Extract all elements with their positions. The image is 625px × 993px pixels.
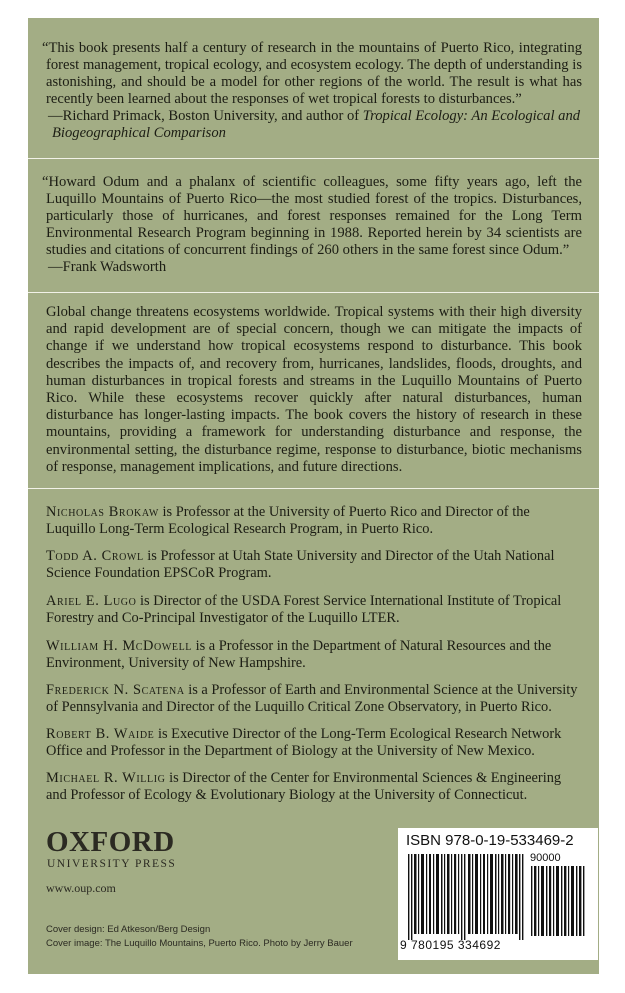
author-name: Michael R. Willig (46, 770, 166, 786)
publisher-subname: UNIVERSITY PRESS (47, 858, 177, 870)
author-bio-text: is a Professor in the Department of Natural Resources and the Environment, University of New Hampshire. (46, 638, 552, 671)
author-bio (46, 548, 582, 582)
quote-1-book-title: Tropical Ecology: An Ecological and Biogeographical Comparison (52, 108, 581, 141)
publisher-logo: OXFORD (46, 826, 175, 858)
divider-3 (28, 488, 599, 489)
author-bio-text: is Professor at the University of Puerto Rico and Director of the Luquillo Long-Term Ecological Research Program, in Puerto Rico. (46, 504, 530, 537)
book-description (46, 304, 582, 476)
endorsement-quote-2 (42, 174, 582, 276)
author-bio (46, 593, 582, 627)
description-text: Global change threatens ecosystems worldwide. Tropical systems with their high diversity and rapid development are of special concern, though we can mitigate the impacts of change if we understand how tropical ecosystems respond to disturbance. This book describes the impacts of, and recovery from, hurricanes, landslides, floods, droughts, and human disturbances in tropical forests and streams in the Luquillo Mountains of Puerto Rico. While these ecosystems recover quickly after natural disturbances, human disturbance has longer-lasting impacts. The book covers the history of research in these mountains, providing a framework for understanding disturbance and response, the environmental setting, the disturbance regime, response to disturbance, biotic mechanisms of response, management implications, and future directions. (46, 304, 582, 475)
quote-1-text: “This book presents half a century of research in the mountains of Puerto Rico, integrating forest management, tropical ecology, and ecosystem ecology. The depth of understanding is astonishing, and should be a model for other regions of the world. The result is what has recently been learned about the responses of wet tropical forests to disturbances.” (42, 40, 582, 107)
quote-1-attribution (46, 108, 582, 142)
author-bio (46, 504, 582, 538)
author-bio (46, 638, 582, 672)
isbn-barcode (398, 828, 598, 960)
cover-image-credit: Cover image: The Luquillo Mountains, Puerto Rico. Photo by Jerry Bauer (46, 938, 353, 949)
ean-digits: 9 780195 334692 (400, 938, 501, 952)
cover-design-credit: Cover design: Ed Atkeson/Berg Design (46, 924, 211, 935)
author-name: Robert B. Waide (46, 726, 155, 742)
price-code: 90000 (530, 852, 561, 864)
author-name: Frederick N. Scatena (46, 682, 185, 698)
author-name: Nicholas Brokaw (46, 504, 159, 520)
divider-2 (28, 292, 599, 293)
publisher-website: www.oup.com (46, 881, 116, 895)
author-bio-text: is a Professor of Earth and Environmental Science at the University of Pennsylvania and Director of the Luquillo Critical Zone Observatory, in Puerto Rico. (46, 682, 578, 715)
author-bio-text: is Professor at Utah State University and Director of the Utah National Science Foundation EPSCoR Program. (46, 548, 555, 581)
isbn-label: ISBN 978-0-19-533469-2 (406, 832, 574, 849)
author-bio-text: is Executive Director of the Long-Term Ecological Research Network Office and Professor in the Department of Biology at the University of New Mexico. (46, 726, 562, 759)
author-bio (46, 726, 582, 760)
author-name: Ariel E. Lugo (46, 593, 137, 609)
ean13-bars (406, 854, 526, 940)
back-cover (28, 18, 599, 974)
author-name: Todd A. Crowl (46, 548, 144, 564)
author-bio-text: is Director of the USDA Forest Service International Institute of Tropical Forestry and Co-Principal Investigator of the Luquillo LTER. (46, 593, 562, 626)
author-bio (46, 770, 582, 804)
author-bio (46, 682, 582, 716)
quote-2-text: “Howard Odum and a phalanx of scientific colleagues, some fifty years ago, left the Luquillo Mountains of Puerto Rico—the most studied forest of the tropics. Disturbances, particularly those of hurricanes, and forest responses remained for the Long Term Environmental Research Program beginning in 1988. Reported herein by 34 scientists are studies and citations of concurrent findings of 260 others in the same forest since Odum.” (42, 174, 582, 258)
author-bio-text: is Director of the Center for Environmental Sciences & Engineering and Professor of Ecology & Evolutionary Biology at the University of Connecticut. (46, 770, 562, 803)
endorsement-quote-1 (42, 40, 582, 142)
quote-1-attribution-prefix: —Richard Primack, Boston University, and author of (48, 108, 363, 124)
quote-2-attribution: —Frank Wadsworth (48, 259, 167, 275)
divider-1 (28, 158, 599, 159)
author-name: William H. McDowell (46, 638, 193, 654)
price-addon-bars (531, 866, 587, 936)
